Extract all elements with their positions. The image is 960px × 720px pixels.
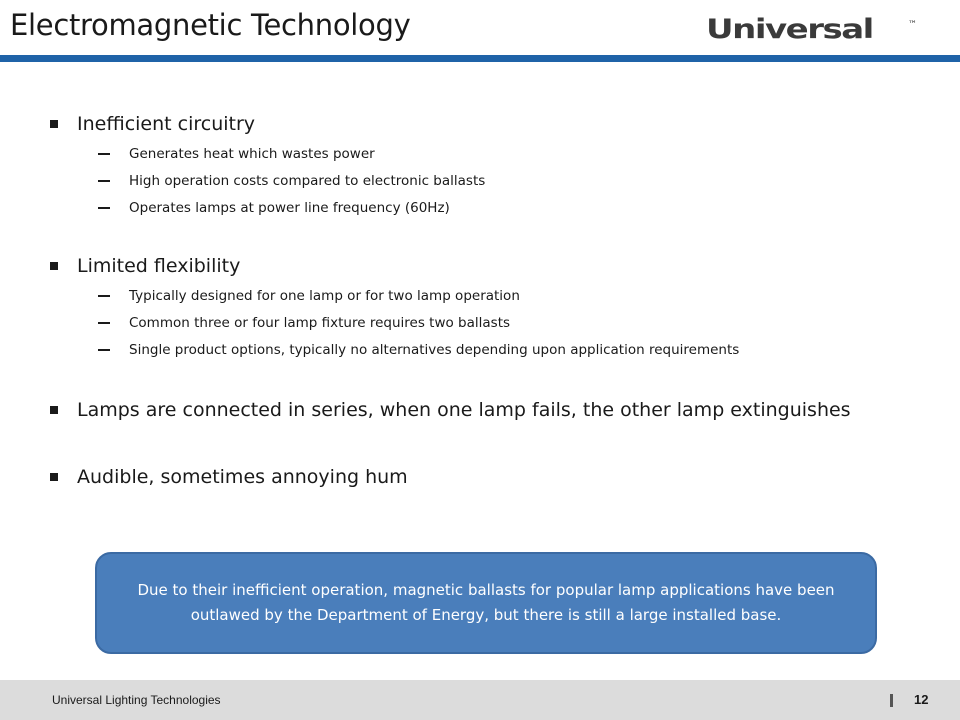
sub-item: [98, 146, 375, 162]
bullet-square-icon: [50, 262, 58, 270]
bullet-square-icon: [50, 406, 58, 414]
dash-icon: [98, 207, 110, 209]
bullet-text: Inefficient circuitry: [77, 113, 256, 135]
universal-logo: Universal: [706, 14, 873, 46]
sub-text: Generates heat which wastes power: [129, 146, 375, 162]
slide-title: Electromagnetic Technology: [10, 8, 411, 42]
footer: [0, 680, 960, 720]
dash-icon: [98, 153, 110, 155]
sub-item: [98, 315, 510, 331]
dash-icon: [98, 180, 110, 182]
title-rule: [0, 55, 960, 62]
sub-item: [98, 288, 520, 304]
callout-box: [95, 552, 877, 654]
bullet-item: [50, 255, 240, 277]
sub-item: [98, 342, 739, 358]
callout-text: Due to their inefficient operation, magnetic ballasts for popular lamp applications have been outlawed by the Department of Energy, but there is still a large installed base.: [137, 581, 835, 624]
sub-text: Common three or four lamp fixture requires two ballasts: [129, 315, 511, 331]
dash-icon: [98, 322, 110, 324]
bullet-item: [50, 466, 408, 488]
bullet-item: [50, 113, 255, 135]
page-number: 12: [914, 692, 929, 707]
bullet-square-icon: [50, 120, 58, 128]
bullet-text: Audible, sometimes annoying hum: [77, 466, 408, 488]
bullet-square-icon: [50, 473, 58, 481]
bullet-item: [50, 399, 851, 421]
sub-text: Operates lamps at power line frequency (60Hz): [129, 200, 450, 216]
sub-item: [98, 173, 485, 189]
sub-text: Single product options, typically no alternatives depending upon application requirements: [129, 342, 740, 358]
sub-text: High operation costs compared to electronic ballasts: [129, 173, 486, 189]
bullet-text: Limited flexibility: [77, 255, 241, 277]
bullet-text: Lamps are connected in series, when one lamp fails, the other lamp extinguishes: [77, 399, 851, 421]
sub-text: Typically designed for one lamp or for two lamp operation: [129, 288, 520, 304]
sub-item: [98, 200, 450, 216]
dash-icon: [98, 295, 110, 297]
logo-trademark: ™: [908, 20, 917, 30]
dash-icon: [98, 349, 110, 351]
footer-company: Universal Lighting Technologies: [52, 693, 221, 707]
footer-divider: [890, 694, 893, 707]
